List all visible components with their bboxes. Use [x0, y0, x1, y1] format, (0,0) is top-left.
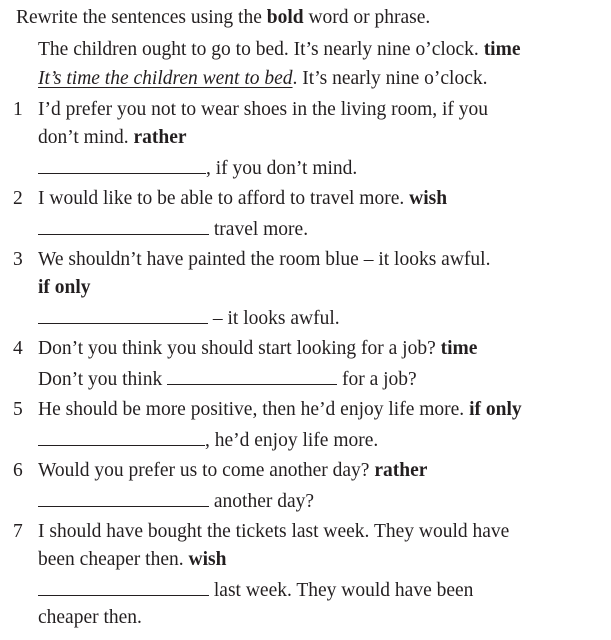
item-number: 2: [13, 188, 23, 209]
example-answer: It’s time the children went to bed. It’s nearly nine o’clock.: [38, 68, 488, 89]
item-3-keyword: if only: [38, 277, 91, 298]
item-2-sentence: I would like to be able to afford to travel more. wish: [38, 188, 448, 209]
item-4-sentence: Don’t you think you should start looking for a job? time: [38, 338, 478, 359]
item-number: 3: [13, 249, 23, 270]
item-2-answer-line: travel more.: [38, 217, 308, 242]
item-3-sentence: We shouldn’t have painted the room blue – it looks awful.: [38, 249, 491, 270]
item-6-answer-line: another day?: [38, 489, 314, 514]
item-4-answer-line: Don’t you think for a job?: [38, 369, 417, 390]
item-number: 6: [13, 460, 23, 481]
item-3-answer-line: – it looks awful.: [38, 306, 340, 331]
answer-blank[interactable]: [38, 156, 206, 174]
instruction-prefix: Rewrite the sentences using the: [16, 7, 267, 28]
item-1-sentence: I’d prefer you not to wear shoes in the living room, if you: [38, 99, 489, 120]
item-6-sentence: Would you prefer us to come another day? rather: [38, 460, 428, 481]
item-7-keyword: wish: [188, 549, 227, 570]
item-5-keyword: if only: [469, 399, 522, 420]
answer-blank[interactable]: [38, 306, 208, 324]
item-1-keyword: rather: [133, 127, 187, 148]
instruction: [16, 6, 430, 30]
example-sentence: The children ought to go to bed. It’s nearly nine o’clock. time: [38, 39, 521, 60]
item-7-sentence: I should have bought the tickets last week. They would have: [38, 521, 510, 542]
instruction-bold-word: bold: [266, 7, 304, 28]
item-number: 4: [13, 338, 23, 359]
instruction-suffix: word or phrase.: [303, 7, 431, 28]
answer-blank[interactable]: [38, 428, 205, 446]
item-1-sentence-cont: don’t mind. rather: [38, 127, 187, 148]
item-1-answer-line: , if you don’t mind.: [38, 156, 357, 181]
item-number: 5: [13, 399, 23, 420]
item-number: 1: [13, 99, 23, 120]
item-2-keyword: wish: [409, 188, 448, 209]
item-7-answer-line: last week. They would have been: [38, 578, 473, 603]
answer-blank[interactable]: [38, 489, 209, 507]
item-6-keyword: rather: [374, 460, 428, 481]
example-answer-text: It’s time the children went to bed: [38, 68, 293, 89]
answer-blank[interactable]: [38, 578, 209, 596]
item-7-answer-cont: cheaper then.: [38, 607, 142, 628]
item-7-sentence-cont: been cheaper then. wish: [38, 549, 227, 570]
item-5-answer-line: , he’d enjoy life more.: [38, 428, 378, 453]
item-5-sentence: He should be more positive, then he’d enjoy life more. if only: [38, 399, 522, 420]
item-4-keyword: time: [440, 338, 478, 359]
answer-blank[interactable]: [167, 367, 337, 385]
answer-blank[interactable]: [38, 217, 209, 235]
item-3-keyword-line: [38, 276, 91, 300]
example-keyword: time: [483, 39, 521, 60]
item-number: 7: [13, 521, 23, 542]
